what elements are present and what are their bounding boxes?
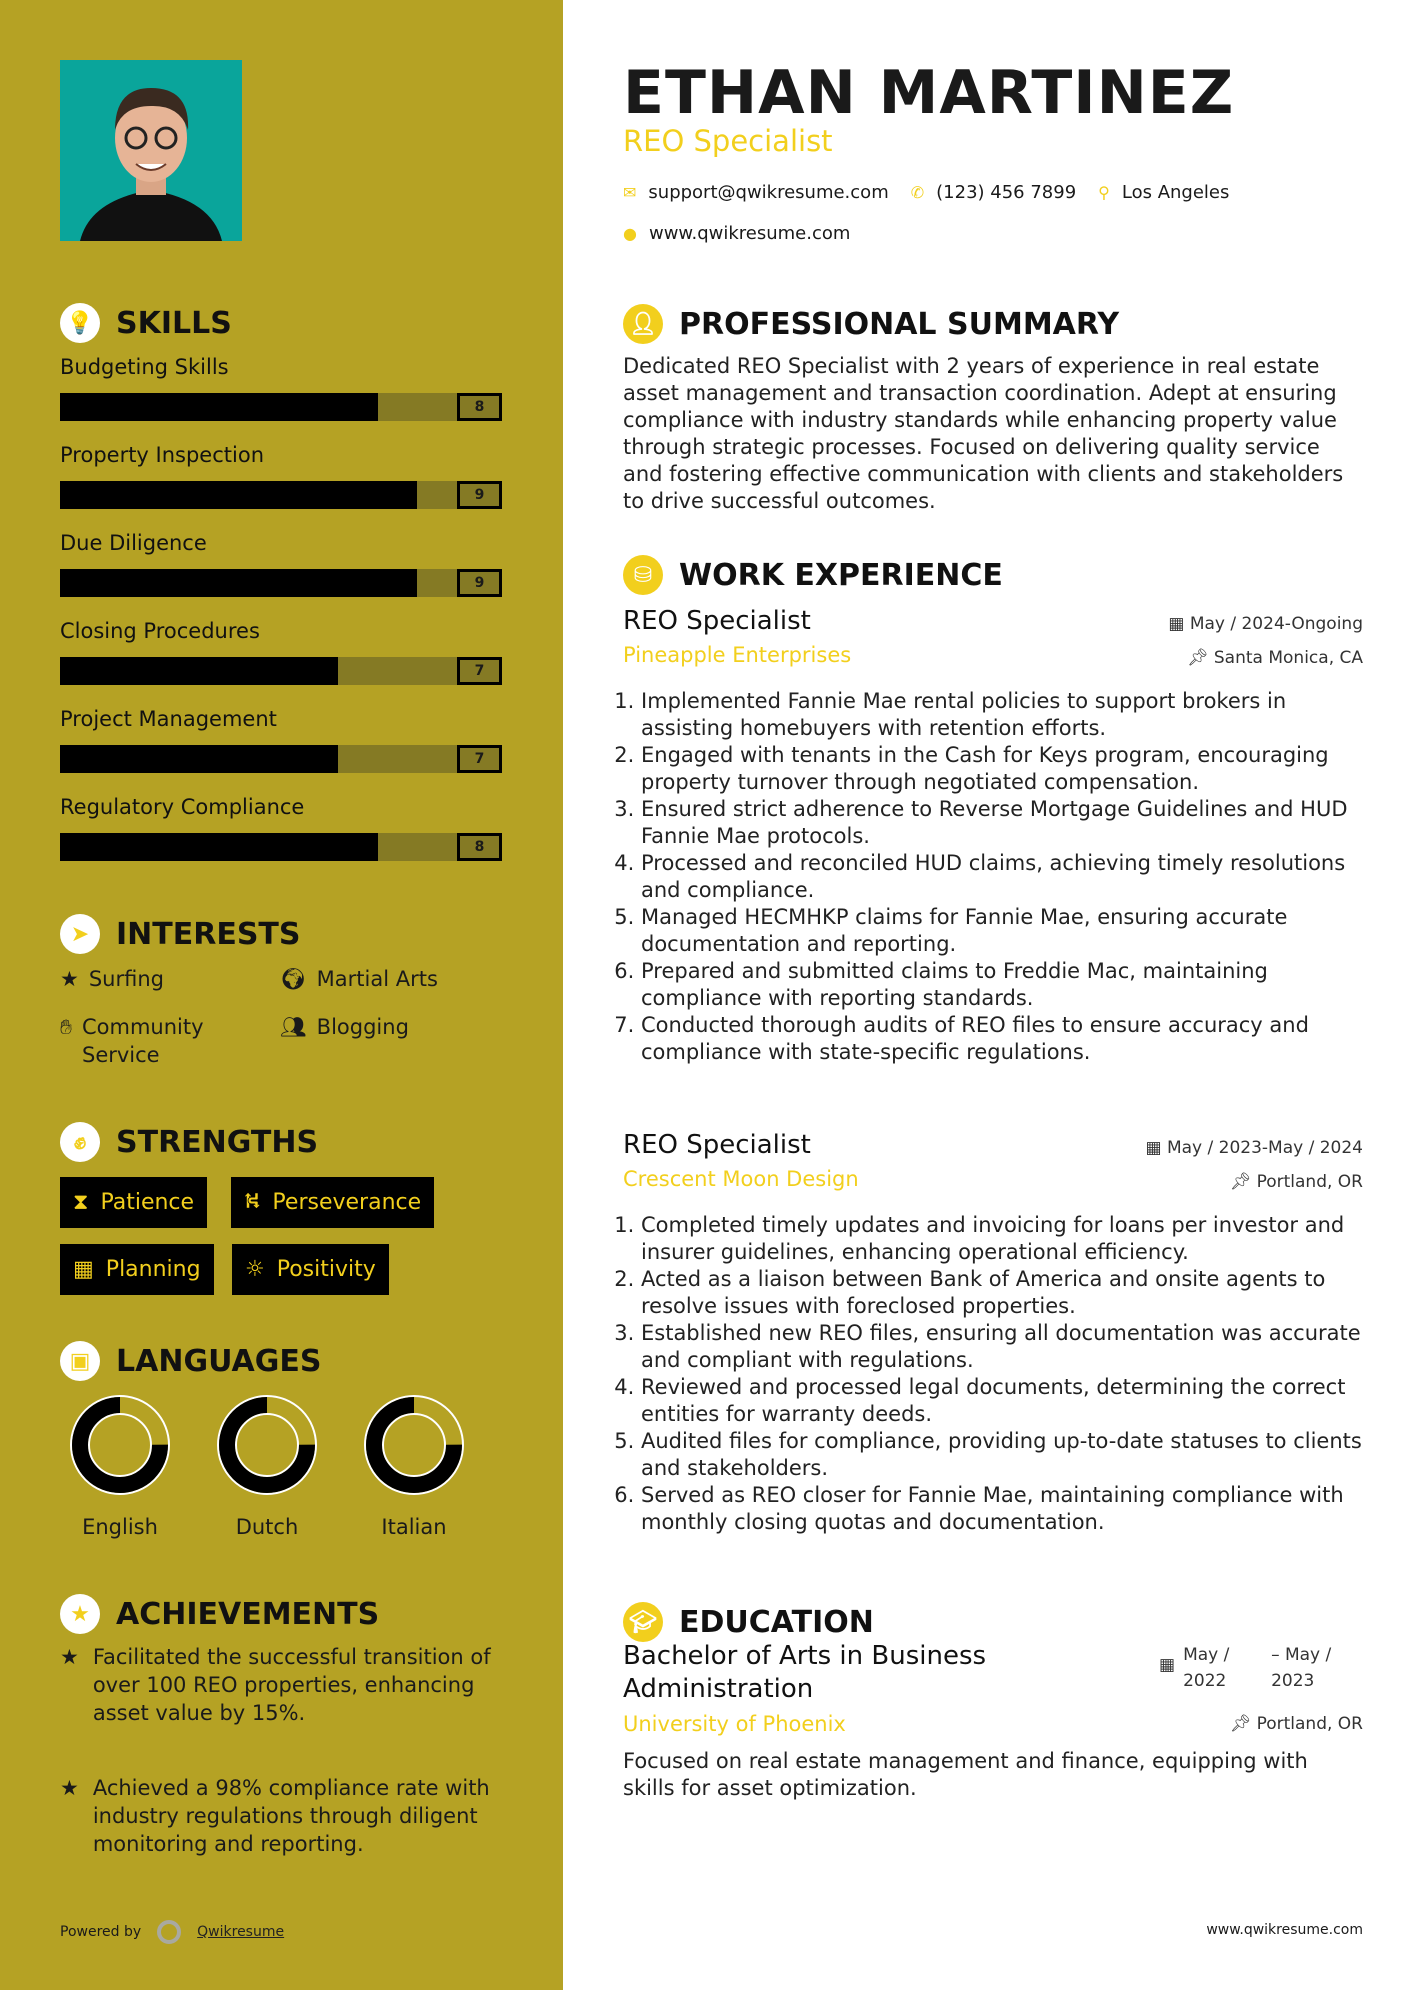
education-dates: ▦ May / 2022 – May / 2023 — [1159, 1642, 1351, 1694]
company-name: Pineapple Enterprises — [623, 643, 852, 667]
skill-bar — [60, 833, 502, 861]
hand-icon: ✋︎ — [60, 1015, 72, 1039]
phone-text: (123) 456 7899 — [936, 182, 1077, 203]
experience-heading: ⛁ WORK EXPERIENCE — [623, 555, 1003, 595]
sun-icon: ☼ — [245, 1257, 265, 1282]
bullet-item: 6. Served as REO closer for Fannie Mae, maintaining compliance with monthly closing quotas and documentation. — [641, 1482, 1363, 1536]
skill-label: Property Inspection — [60, 443, 265, 467]
id-card-icon: ▣ — [60, 1341, 100, 1381]
achievements-heading: ★ ACHIEVEMENTS — [60, 1594, 379, 1634]
lightbulb-icon: 💡 — [60, 303, 100, 343]
skill-label: Due Diligence — [60, 531, 207, 555]
skill-bar-fill — [60, 657, 338, 685]
skill-value: 9 — [457, 481, 502, 509]
education-heading: 🎓︎ EDUCATION — [623, 1602, 874, 1642]
interest-item: ✋︎ Community Service — [60, 1015, 204, 1067]
skill-bar — [60, 481, 502, 509]
language-donut — [364, 1395, 464, 1495]
skill-value: 7 — [457, 657, 502, 685]
email-link[interactable]: support@qwikresume.com — [648, 182, 889, 203]
strength-chip: ⧗ Patience — [60, 1177, 207, 1228]
sidebar — [0, 0, 563, 1990]
school: University of Phoenix — [623, 1712, 846, 1736]
profile-photo — [60, 60, 242, 241]
calendar-icon: ▦ — [73, 1257, 94, 1282]
skill-bar — [60, 393, 502, 421]
qwikresume-logo-icon — [157, 1920, 181, 1944]
education-text: Focused on real estate management and finance, equipping with skills for asset optimization. — [623, 1749, 1308, 1800]
briefcase-icon: ⛁ — [623, 555, 663, 595]
company-name: Crescent Moon Design — [623, 1167, 859, 1191]
hourglass-icon: ⧗ — [73, 1190, 89, 1215]
skill-value: 8 — [457, 833, 502, 861]
language-donut — [70, 1395, 170, 1495]
skill-label: Project Management — [60, 707, 277, 731]
globe-icon: ● — [623, 224, 637, 243]
language-item — [207, 1395, 327, 1539]
achievement-item: ★ Facilitated the successful transition of over 100 REO properties, enhancing asset value by 15%. — [60, 1645, 491, 1725]
bullet-item: 3. Ensured strict adherence to Reverse Mortgage Guidelines and HUD Fannie Mae protocols. — [641, 796, 1363, 850]
map-pin-icon: ⚲ — [1098, 183, 1110, 202]
calendar-icon: ▦ — [1159, 1655, 1176, 1675]
strength-chip: ▦ Planning — [60, 1244, 214, 1295]
powered-by: Powered by Qwikresume — [60, 1920, 284, 1944]
interest-item: ★ Surfing — [60, 967, 164, 991]
contact-row — [623, 182, 1229, 203]
skill-item — [60, 443, 502, 509]
job-bullets — [623, 1212, 1363, 1536]
language-label: Italian — [381, 1515, 447, 1539]
skill-item — [60, 355, 502, 421]
bullet-item: 7. Conducted thorough audits of REO files to ensure accuracy and compliance with state-specific regulations. — [641, 1012, 1363, 1066]
bullet-item: 2. Engaged with tenants in the Cash for Keys program, encouraging property turnover through negotiated compensation. — [641, 742, 1363, 796]
bullet-item: 5. Audited files for compliance, providing up-to-date statuses to clients and stakeholders. — [641, 1428, 1363, 1482]
star-badge-icon: ★ — [60, 1594, 100, 1634]
skill-item — [60, 795, 502, 861]
fist-icon: ✊︎ — [60, 1122, 100, 1162]
users-icon: 👥︎ — [280, 1015, 307, 1039]
degree: Bachelor of Arts in Business Administration — [623, 1641, 987, 1704]
skill-item — [60, 619, 502, 685]
job-dates: ▦ May / 2024-Ongoing — [1168, 614, 1363, 634]
languages-heading: ▣ LANGUAGES — [60, 1341, 321, 1381]
globe-icon: 🌍︎ — [280, 967, 307, 991]
skill-item — [60, 707, 502, 773]
skill-label: Closing Procedures — [60, 619, 260, 643]
paper-plane-icon: ➤ — [60, 914, 100, 954]
skill-bar-fill — [60, 833, 378, 861]
strength-chip: ☼ Positivity — [232, 1244, 389, 1295]
candidate-name: ETHAN MARTINEZ — [623, 58, 1235, 128]
main-content — [623, 0, 1363, 1990]
star-icon: ★ — [60, 967, 79, 991]
website-link[interactable]: www.qwikresume.com — [648, 223, 851, 244]
skill-item — [60, 531, 502, 597]
bullet-item: 4. Reviewed and processed legal documents, determining the correct entities for warranty deeds. — [641, 1374, 1363, 1428]
language-donut — [217, 1395, 317, 1495]
job-bullets — [623, 688, 1363, 1066]
language-label: English — [82, 1515, 158, 1539]
skill-value: 8 — [457, 393, 502, 421]
user-icon: 👤︎ — [623, 304, 663, 344]
bullet-item: 5. Managed HECMHKP claims for Fannie Mae, ensuring accurate documentation and reporting. — [641, 904, 1363, 958]
interest-item: 👥︎ Blogging — [280, 1015, 409, 1039]
shooting-star-icon: ★ — [60, 1645, 79, 1669]
skill-bar — [60, 569, 502, 597]
education-location: 📌︎ Portland, OR — [1229, 1714, 1363, 1734]
job-role: REO Specialist — [623, 606, 811, 636]
interests-heading: ➤ INTERESTS — [60, 914, 301, 954]
job-location: 📌︎ Portland, OR — [1229, 1172, 1363, 1192]
bullet-item: 1. Implemented Fannie Mae rental policies to support brokers in assisting homebuyers with retention efforts. — [641, 688, 1363, 742]
website-row — [623, 223, 850, 244]
skills-heading: 💡 SKILLS — [60, 303, 232, 343]
bullet-item: 3. Established new REO files, ensuring all documentation was accurate and compliant with regulations. — [641, 1320, 1363, 1374]
language-label: Dutch — [235, 1515, 299, 1539]
job-role: REO Specialist — [623, 1130, 811, 1160]
strengths-heading: ✊︎ STRENGTHS — [60, 1122, 318, 1162]
language-item — [60, 1395, 180, 1539]
skill-label: Regulatory Compliance — [60, 795, 305, 819]
shooting-star-icon: ★ — [60, 1776, 79, 1800]
job-dates: ▦ May / 2023-May / 2024 — [1145, 1138, 1363, 1158]
bullet-item: 4. Processed and reconciled HUD claims, achieving timely resolutions and compliance. — [641, 850, 1363, 904]
footer-website: www.qwikresume.com — [1206, 1922, 1363, 1938]
skill-label: Budgeting Skills — [60, 355, 229, 379]
skill-bar — [60, 657, 502, 685]
skill-value: 9 — [457, 569, 502, 597]
interest-item: 🌍︎ Martial Arts — [280, 967, 438, 991]
skill-bar-fill — [60, 481, 417, 509]
strength-chip: ⛕ Perseverance — [231, 1177, 434, 1228]
qwikresume-link[interactable]: Qwikresume — [197, 1924, 285, 1940]
summary-heading: 👤︎ PROFESSIONAL SUMMARY — [623, 304, 1119, 344]
road-icon: ⛕ — [244, 1188, 261, 1214]
job-location: 📌︎ Santa Monica, CA — [1186, 648, 1363, 668]
envelope-icon: ✉ — [623, 183, 637, 202]
summary-text: Dedicated REO Specialist with 2 years of experience in real estate asset management and transaction coordination. Adept at ensuring compliance with industry standards while enhancing property value through strategic processes. Focused on delivering quality service and fostering effective communication with clients and stakeholders to drive successful outcomes. — [623, 354, 1344, 513]
achievement-item: ★ Achieved a 98% compliance rate with industry regulations through diligent monitoring and reporting. — [60, 1776, 490, 1856]
skill-bar-fill — [60, 745, 338, 773]
bullet-item: 6. Prepared and submitted claims to Freddie Mac, maintaining compliance with reporting standards. — [641, 958, 1363, 1012]
job-title: REO Specialist — [623, 124, 833, 158]
skill-bar-fill — [60, 393, 378, 421]
skill-bar — [60, 745, 502, 773]
phone-icon: ✆ — [910, 183, 925, 202]
skill-bar-fill — [60, 569, 417, 597]
graduate-icon: 🎓︎ — [623, 1602, 663, 1642]
language-item — [354, 1395, 474, 1539]
skill-value: 7 — [457, 745, 502, 773]
bullet-item: 2. Acted as a liaison between Bank of America and onsite agents to resolve issues with foreclosed properties. — [641, 1266, 1363, 1320]
location-text: Los Angeles — [1121, 182, 1230, 203]
bullet-item: 1. Completed timely updates and invoicing for loans per investor and insurer guidelines, enhancing operational efficiency. — [641, 1212, 1363, 1266]
